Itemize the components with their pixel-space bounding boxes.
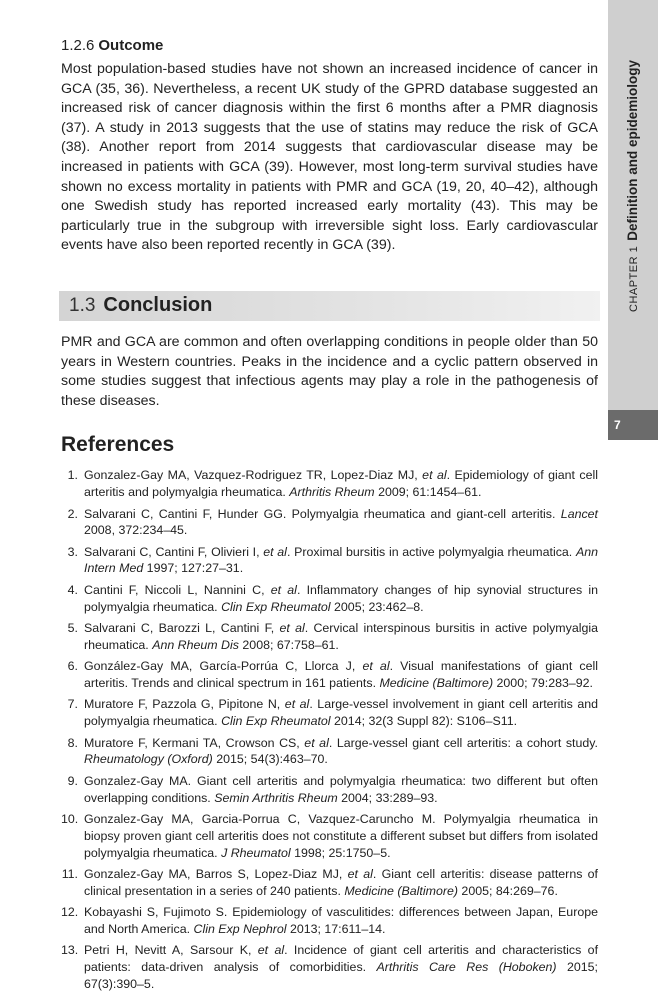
reference-segment: 2014; 32(3 Suppl 82): S106–S11. xyxy=(330,714,518,729)
chapter-side-label xyxy=(625,60,640,312)
outcome-paragraph: Most population-based studies have not shown an increased incidence of cancer in GCA (35, 36). Nevertheless, a recent UK study of the GPRD database suggested an increased risk of cancer diagnosis within the first 6 months after a PMR diagnosis (37). A study in 2013 suggests that the use of statins may reduce the risk of GCA (38). Another report from 2014 suggests that cardiovascular disease may be increased in patients with GCA (39). However, most long-term survival studies have shown no excess mortality in patients with PMR and GCA (19, 20, 40–42), although one Swedish study has reported increased early mortality (43). This may be particularly true in the subgroup with irreversible sight loss. Early cardiovascular events have also been reported recently in GCA (39). xyxy=(61,61,598,254)
reference-item xyxy=(61,544,598,578)
reference-segment: 2015; 54(3):463–70. xyxy=(212,752,328,767)
journal-name: Clin Exp Rheumatol xyxy=(221,599,331,614)
reference-segment: Gonzalez-Gay MA. Giant cell arteritis and polymyalgia rheumatica: two different but often overlapping conditions. xyxy=(84,773,598,805)
page-content xyxy=(61,37,598,997)
reference-segment: 2004; 33:289–93. xyxy=(337,790,438,805)
reference-segment: . Visual manifestations of giant cell arteritis. Trends and clinical spectrum in 161 patients. xyxy=(84,659,599,691)
reference-segment: Muratore F, Pazzola G, Pipitone N, xyxy=(84,697,285,712)
reference-text xyxy=(84,696,598,730)
reference-segment: Petri H, Nevitt A, Sarsour K, xyxy=(84,943,258,958)
reference-item xyxy=(61,866,598,900)
reference-segment: . Cervical interspinous bursitis in active polymyalgia rheumatica. xyxy=(84,621,598,652)
reference-segment: Gonzalez-Gay MA, Vazquez-Rodriguez TR, Lopez-Diaz MJ, xyxy=(84,468,423,483)
conclusion-banner xyxy=(59,291,600,321)
reference-segment: 2009; 61:1454–61. xyxy=(374,485,482,500)
reference-item xyxy=(61,811,598,861)
et-al: et al xyxy=(422,468,447,483)
reference-item xyxy=(61,658,598,692)
reference-text xyxy=(84,904,598,938)
journal-name: Arthritis Rheum xyxy=(289,485,375,500)
et-al: et al xyxy=(304,735,329,750)
et-al: et al xyxy=(284,697,310,712)
section-number: 1.2.6 xyxy=(61,37,95,54)
reference-number: 6. xyxy=(67,659,78,674)
journal-name: Clin Exp Rheumatol xyxy=(221,714,331,729)
reference-segment: Salvarani C, Cantini F, Olivieri I, xyxy=(84,544,264,559)
reference-number: 11. xyxy=(61,866,78,881)
reference-number: 4. xyxy=(67,582,78,597)
reference-item xyxy=(61,696,598,730)
reference-number: 7. xyxy=(67,697,78,712)
reference-number: 5. xyxy=(67,621,78,636)
reference-item xyxy=(61,942,598,992)
journal-name: Rheumatology (Oxford) xyxy=(84,752,213,767)
conclusion-number: 1.3 xyxy=(69,294,96,316)
reference-text xyxy=(84,773,598,807)
reference-segment: 2013; 17:611–14. xyxy=(286,921,386,936)
reference-segment: 2008, 372:234–45. xyxy=(84,523,188,538)
reference-segment: Cantini F, Niccoli L, Nannini C, xyxy=(84,582,271,597)
page-number: 7 xyxy=(614,418,621,432)
reference-text xyxy=(84,811,598,861)
reference-segment: 1998; 25:1750–5. xyxy=(290,845,391,860)
et-al: et al xyxy=(270,582,297,597)
reference-number: 12. xyxy=(61,905,79,920)
section-title: Outcome xyxy=(98,37,164,54)
reference-number: 10. xyxy=(61,812,79,826)
reference-text xyxy=(84,506,598,540)
journal-name: J Rheumatol xyxy=(221,845,291,860)
reference-segment: . Epidemiology of giant cell arteritis and polymyalgia rheumatica. xyxy=(84,468,598,500)
reference-segment: 2005; 84:269–76. xyxy=(457,883,558,898)
reference-segment: Muratore F, Kermani TA, Crowson CS, xyxy=(84,735,305,750)
section-heading-outcome xyxy=(61,37,598,54)
et-al: et al xyxy=(362,659,390,674)
journal-name: Arthritis Care Res (Hoboken) xyxy=(376,960,557,975)
et-al: et al xyxy=(347,866,373,881)
reference-number: 2. xyxy=(67,506,78,521)
reference-segment: Salvarani C, Barozzi L, Cantini F, xyxy=(84,621,280,636)
reference-number: 9. xyxy=(67,773,78,788)
reference-segment: 1997; 127:27–31. xyxy=(143,561,244,576)
et-al: et al xyxy=(257,943,285,958)
journal-name: Clin Exp Nephrol xyxy=(193,921,287,936)
reference-segment: . Giant cell arteritis: disease patterns of clinical presentation in a series of 240 patients. xyxy=(84,866,598,898)
reference-number: 8. xyxy=(67,735,78,750)
page-number-box xyxy=(608,410,658,440)
reference-segment: Gonzalez-Gay MA, Garcia-Porrua C, Vazquez-Caruncho M. Polymyalgia rheumatica in biopsy proven giant cell arteritis does not constitute a different subset but differs from isolated polymyalgia rheumatica. xyxy=(84,812,598,860)
reference-number: 13. xyxy=(61,943,79,958)
conclusion-title: Conclusion xyxy=(103,294,213,317)
chapter-label: CHAPTER 1 xyxy=(628,245,640,312)
et-al: et al xyxy=(279,621,305,636)
reference-item xyxy=(61,773,598,807)
reference-text xyxy=(84,658,598,692)
reference-text xyxy=(84,735,598,769)
reference-text xyxy=(84,866,598,900)
reference-segment: González-Gay MA, García-Porrúa C, Llorca J, xyxy=(84,659,363,674)
reference-item xyxy=(61,506,598,540)
reference-text xyxy=(84,467,598,501)
reference-segment: Salvarani C, Cantini F, Hunder GG. Polymyalgia rheumatica and giant-cell arteritis. xyxy=(84,506,561,521)
journal-name: Ann Intern Med xyxy=(84,544,598,576)
reference-item xyxy=(61,582,598,616)
references-list xyxy=(61,467,598,992)
et-al: et al xyxy=(263,544,287,559)
reference-text xyxy=(84,582,598,616)
reference-text xyxy=(84,942,598,992)
journal-name: Ann Rheum Dis xyxy=(152,637,239,652)
reference-segment: . Inflammatory changes of hip synovial structures in polymyalgia rheumatica. xyxy=(84,582,599,614)
chapter-title: Definition and epidemiology xyxy=(625,59,640,241)
reference-segment: 2000; 79:283–92. xyxy=(493,676,593,691)
reference-segment: 2008; 67:758–61. xyxy=(238,637,339,652)
reference-segment: 2015; 67(3):390–5. xyxy=(84,960,598,991)
reference-segment: Kobayashi S, Fujimoto S. Epidemiology of vasculitides: differences between Japan, Europe and North America. xyxy=(84,905,598,936)
reference-number: 3. xyxy=(67,544,78,559)
conclusion-paragraph: PMR and GCA are common and often overlapping conditions in people older than 50 years in Western countries. Peaks in the incidence and a cyclic pattern observed in some studies suggest that infectious agents may play a role in the pathogenesis of these diseases. xyxy=(61,333,598,409)
journal-name: Lancet xyxy=(560,506,598,521)
reference-segment: . Proximal bursitis in active polymyalgia rheumatica. xyxy=(286,544,576,559)
reference-item xyxy=(61,467,598,501)
reference-text xyxy=(84,544,598,578)
journal-name: Semin Arthritis Rheum xyxy=(214,790,338,805)
reference-text xyxy=(84,620,598,654)
reference-segment: . Large-vessel giant cell arteritis: a cohort study. xyxy=(328,735,598,750)
journal-name: Medicine (Baltimore) xyxy=(379,676,494,691)
reference-item xyxy=(61,620,598,654)
reference-segment: . Incidence of giant cell arteritis and characteristics of patients: data-driven analysis of comorbidities. xyxy=(84,943,599,975)
reference-segment: 2005; 23:462–8. xyxy=(330,599,424,614)
reference-item xyxy=(61,735,598,769)
reference-number: 1. xyxy=(67,468,78,483)
reference-segment: . Large-vessel involvement in giant cell arteritis and polymyalgia rheumatica. xyxy=(84,697,599,729)
journal-name: Medicine (Baltimore) xyxy=(344,883,458,898)
reference-segment: Gonzalez-Gay MA, Barros S, Lopez-Diaz MJ, xyxy=(84,866,348,881)
reference-item xyxy=(61,904,598,938)
references-heading: References xyxy=(61,433,175,457)
